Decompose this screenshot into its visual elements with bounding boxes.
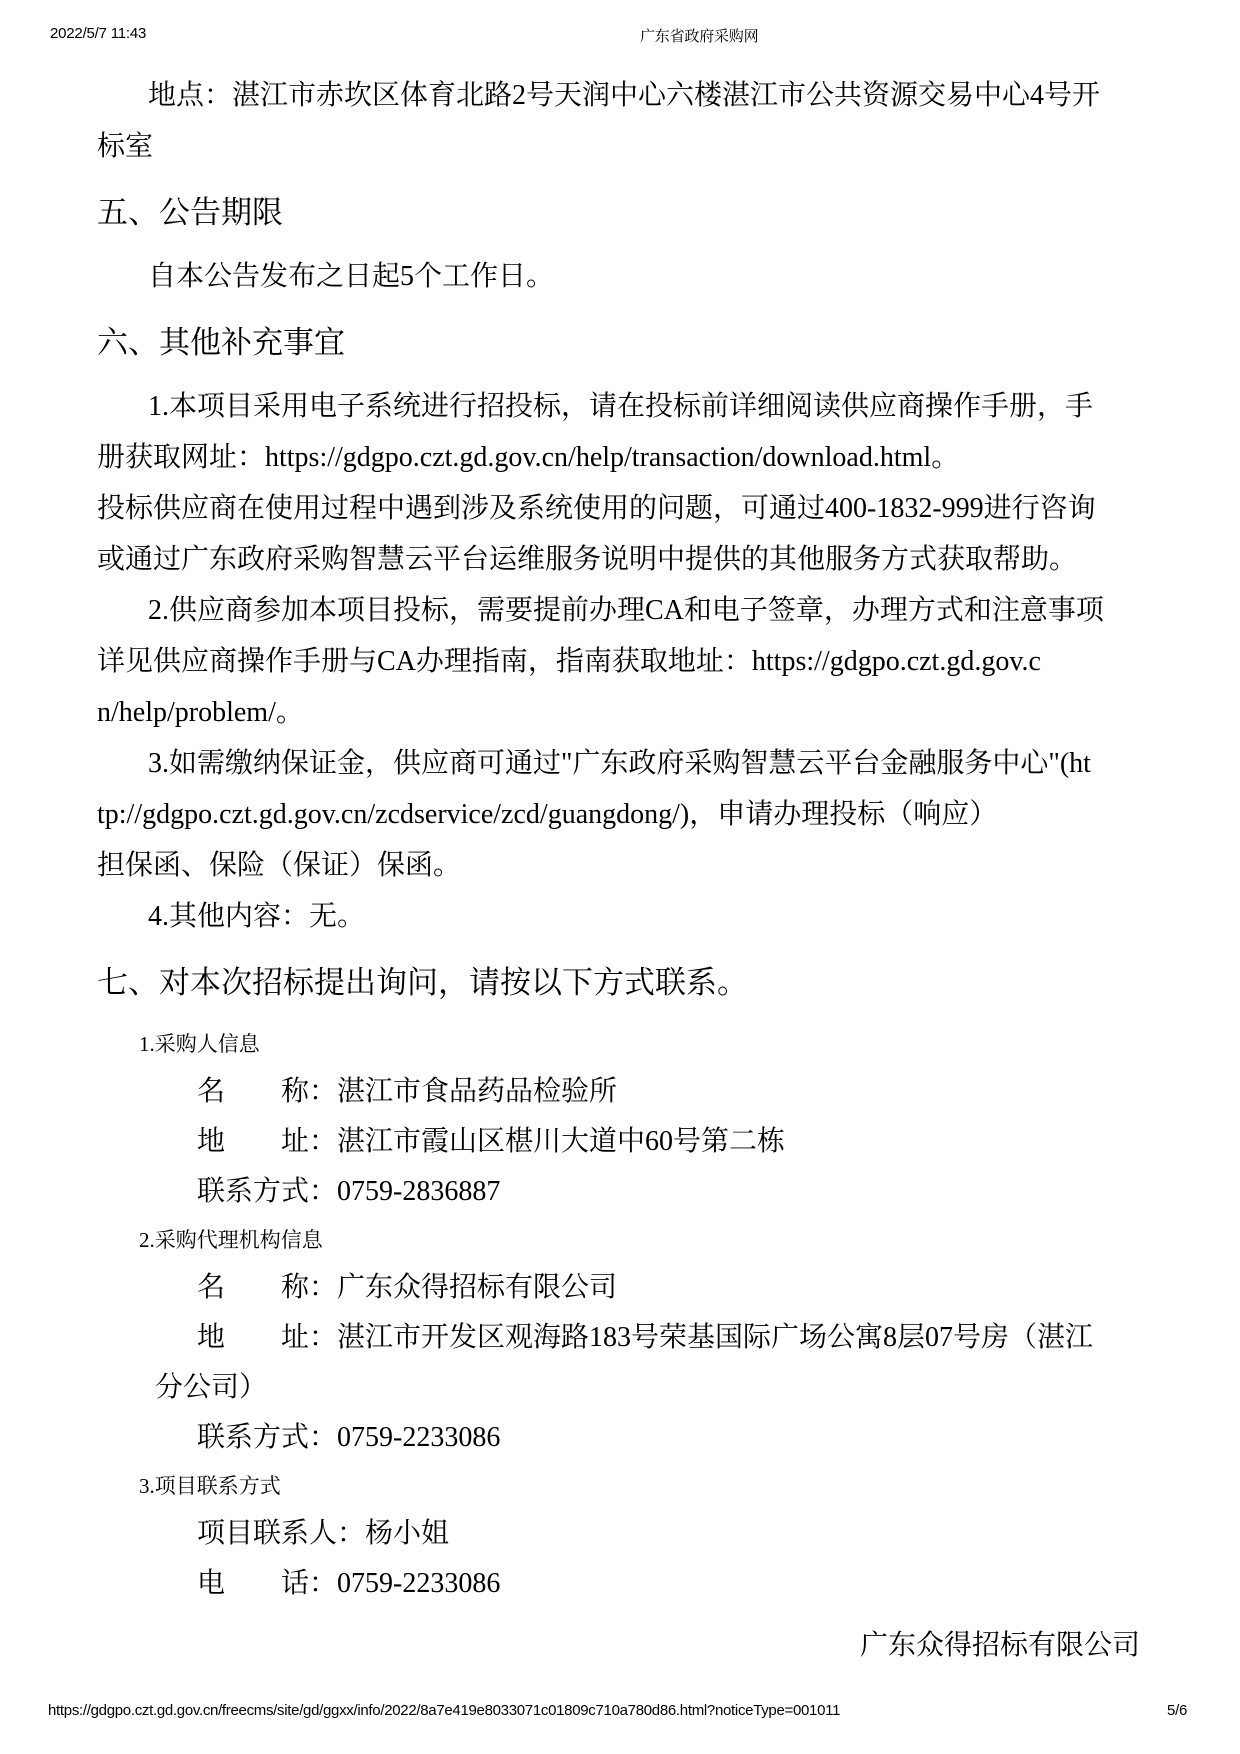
print-datetime: 2022/5/7 11:43 bbox=[50, 25, 147, 42]
item-1-line-3: 投标供应商在使用过程中遇到涉及系统使用的问题，可通过400-1832-999进行咨询 bbox=[97, 493, 1096, 524]
item-3-line-2: tp://gdgpo.czt.gd.gov.cn/zcdservice/zcd/guangdong/)，申请办理投标（响应） bbox=[97, 799, 998, 830]
footer-url: https://gdgpo.czt.gd.gov.cn/freecms/site/gd/ggxx/info/2022/8a7e419e8033071c01809c710a780d86.html?noticeType=001011 bbox=[48, 1702, 841, 1719]
agency-name-line: 名 称：广东众得招标有限公司 bbox=[197, 1272, 618, 1303]
company-signature: 广东众得招标有限公司 bbox=[859, 1630, 1140, 1661]
purchaser-name-line: 名 称：湛江市食品药品检验所 bbox=[197, 1076, 618, 1107]
venue-line-2: 标室 bbox=[97, 131, 154, 162]
purchaser-phone-line: 联系方式：0759-2836887 bbox=[197, 1176, 501, 1207]
project-contact-subheader: 3.项目联系方式 bbox=[139, 1474, 281, 1498]
item-1-line-4: 或通过广东政府采购智慧云平台运维服务说明中提供的其他服务方式获取帮助。 bbox=[97, 544, 1078, 575]
project-phone-line: 电 话：0759-2233086 bbox=[197, 1568, 501, 1599]
item-1-line-1: 1.本项目采用电子系统进行招投标，请在投标前详细阅读供应商操作手册，手 bbox=[148, 391, 1094, 422]
print-footer bbox=[0, 1702, 1240, 1722]
section-7-heading: 七、对本次招标提出询问，请按以下方式联系。 bbox=[97, 965, 748, 1000]
section-5-heading: 五、公告期限 bbox=[97, 195, 283, 230]
agency-phone-line: 联系方式：0759-2233086 bbox=[197, 1422, 501, 1453]
page-number: 5/6 bbox=[1167, 1702, 1187, 1719]
venue-line-1: 地点：湛江市赤坎区体育北路2号天润中心六楼湛江市公共资源交易中心4号开 bbox=[148, 80, 1101, 111]
site-title: 广东省政府采购网 bbox=[640, 28, 759, 45]
item-4-line: 4.其他内容：无。 bbox=[148, 901, 366, 932]
item-3-line-3: 担保函、保险（保证）保函。 bbox=[97, 850, 462, 881]
document-body bbox=[97, 70, 1140, 1671]
item-2-line-2: 详见供应商操作手册与CA办理指南，指南获取地址：https://gdgpo.czt.gd.gov.c bbox=[97, 646, 1041, 677]
print-header bbox=[0, 25, 1240, 45]
agency-address-line-1: 地 址：湛江市开发区观海路183号荣基国际广场公寓8层07号房（湛江 bbox=[197, 1322, 1094, 1353]
item-1-line-2: 册获取网址：https://gdgpo.czt.gd.gov.cn/help/transaction/download.html。 bbox=[97, 442, 960, 473]
purchaser-address-line: 地 址：湛江市霞山区椹川大道中60号第二栋 bbox=[197, 1126, 786, 1157]
section-6-heading: 六、其他补充事宜 bbox=[97, 325, 345, 360]
notice-period-line: 自本公告发布之日起5个工作日。 bbox=[148, 261, 555, 292]
item-2-line-3: n/help/problem/。 bbox=[97, 697, 304, 728]
agency-address-line-2: 分公司） bbox=[155, 1372, 268, 1403]
agency-info-subheader: 2.采购代理机构信息 bbox=[139, 1228, 323, 1252]
item-3-line-1: 3.如需缴纳保证金，供应商可通过"广东政府采购智慧云平台金融服务中心"(ht bbox=[148, 748, 1091, 779]
item-2-line-1: 2.供应商参加本项目投标，需要提前办理CA和电子签章，办理方式和注意事项 bbox=[148, 595, 1104, 626]
purchaser-info-subheader: 1.采购人信息 bbox=[139, 1032, 260, 1056]
project-contact-person-line: 项目联系人：杨小姐 bbox=[197, 1518, 450, 1549]
